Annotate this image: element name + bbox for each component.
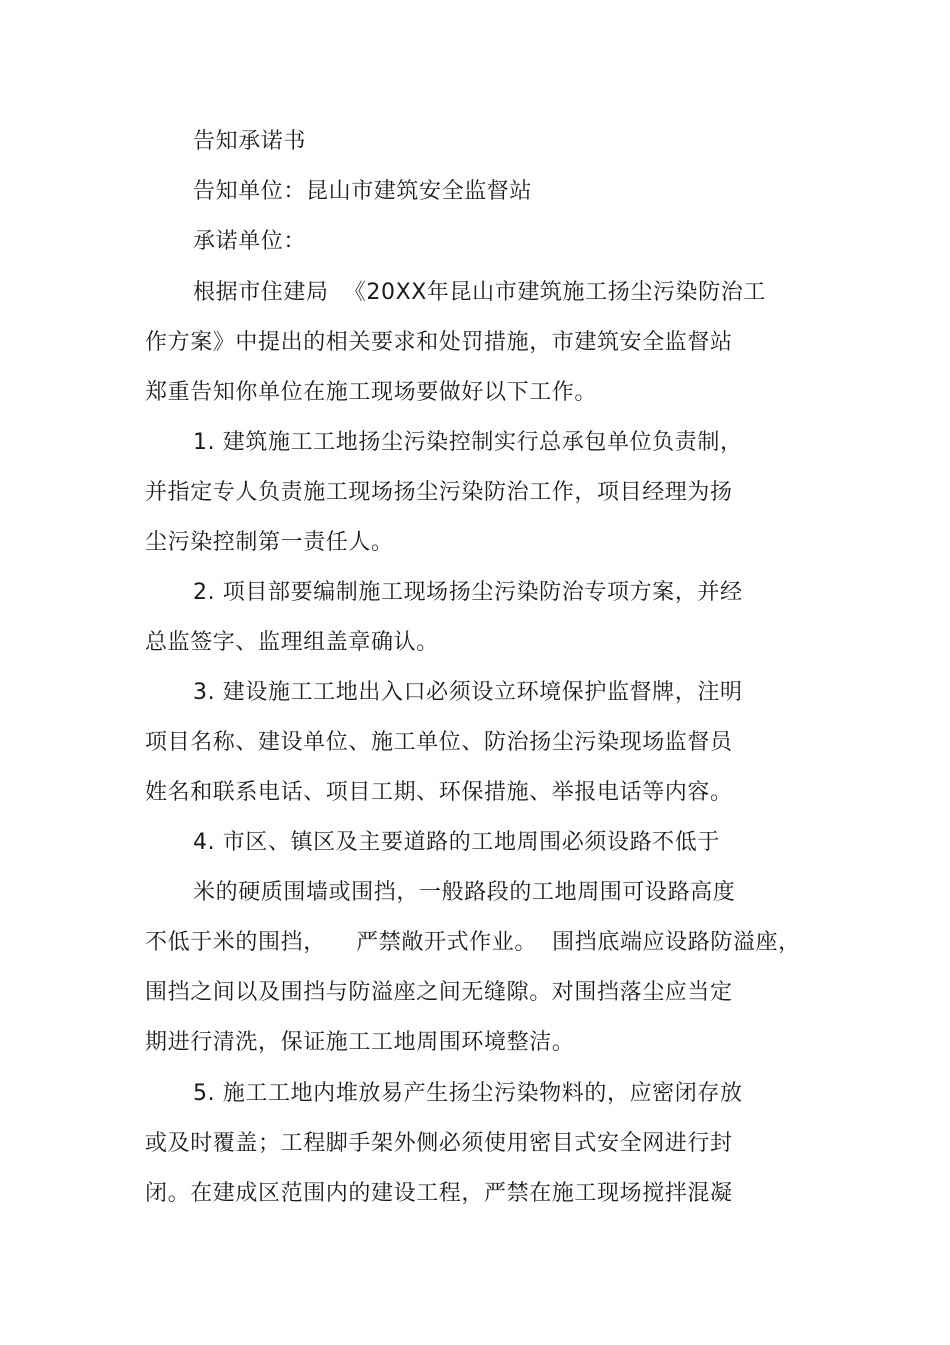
document-title: 告知承诺书: [193, 129, 307, 154]
item-5-line: 或及时覆盖；工程脚手架外侧必须使用密目式安全网进行封: [145, 1131, 733, 1156]
item-2-line: 总监签字、监理组盖章确认。: [145, 630, 439, 655]
committing-unit: 承诺单位：: [193, 229, 307, 254]
item-3-line: 3. 建设施工工地出入口必须设立环境保护监督牌，注明: [193, 680, 743, 705]
item-1-line: 1. 建筑施工工地扬尘污染控制实行总承包单位负责制，: [193, 430, 743, 455]
item-3-line: 项目名称、建设单位、施工单位、防治扬尘污染现场监督员: [145, 730, 733, 755]
body-line: 根据市住建局 《20XX年昆山市建筑施工扬尘污染防治工: [193, 280, 766, 305]
informing-unit: 告知单位：昆山市建筑安全监督站: [193, 179, 533, 204]
body-line: 作方案》中提出的相关要求和处罚措施，市建筑安全监督站: [145, 330, 733, 355]
item-1-line: 尘污染控制第一责任人。: [145, 530, 394, 555]
item-4-line: 期进行清洗，保证施工工地周围环境整洁。: [145, 1030, 575, 1055]
item-5-line: 闭。在建成区范围内的建设工程，严禁在施工现场搅拌混凝: [145, 1181, 733, 1206]
item-4-line: 不低于米的围挡， 严禁敞开式作业。 围挡底端应设路防溢座，: [145, 930, 801, 955]
item-1-line: 并指定专人负责施工现场扬尘污染防治工作，项目经理为扬: [145, 480, 733, 505]
item-3-line: 姓名和联系电话、项目工期、环保措施、举报电话等内容。: [145, 780, 733, 805]
item-4-line: 米的硬质围墙或围挡，一般路段的工地周围可设路高度: [193, 880, 736, 905]
item-2-line: 2. 项目部要编制施工现场扬尘污染防治专项方案，并经: [193, 580, 743, 605]
item-4-line: 围挡之间以及围挡与防溢座之间无缝隙。对围挡落尘应当定: [145, 980, 733, 1005]
body-line: 郑重告知你单位在施工现场要做好以下工作。: [145, 380, 598, 405]
item-4-line: 4. 市区、镇区及主要道路的工地周围必须设路不低于: [193, 830, 720, 855]
item-5-line: 5. 施工工地内堆放易产生扬尘污染物料的，应密闭存放: [193, 1081, 743, 1106]
